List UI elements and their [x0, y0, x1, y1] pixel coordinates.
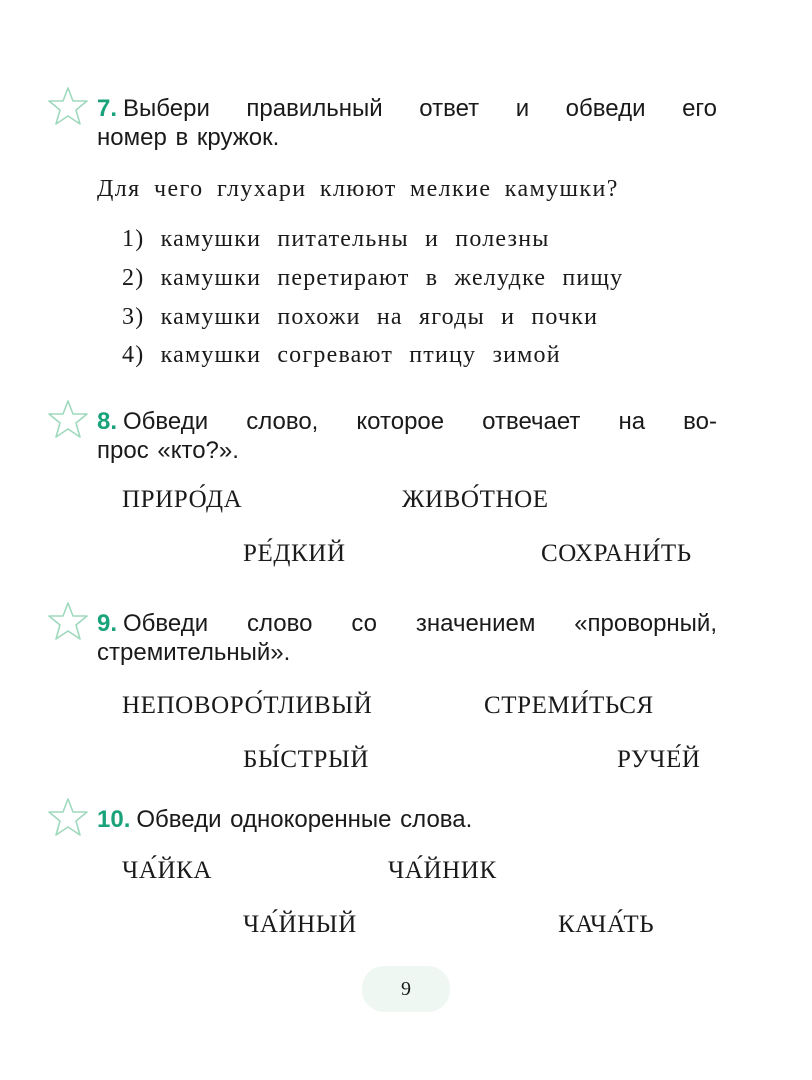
task-7: [97, 94, 717, 152]
task-number: 9.: [97, 610, 118, 637]
word-option[interactable]: НЕПОВОРО́ТЛИВЫЙ: [122, 692, 373, 719]
task-10-line-1: 10. Обведи однокоренные слова.: [97, 806, 473, 833]
task-7-option-2: 2) камушки перетирают в желудке пищу: [122, 265, 624, 291]
task-7-option-3: 3) камушки похожи на ягоды и почки: [122, 304, 599, 330]
word-option[interactable]: ПРИРО́ДА: [122, 486, 243, 513]
word-option[interactable]: ЖИВО́ТНОЕ: [402, 486, 549, 513]
task-7-option-4: 4) камушки согревают птицу зимой: [122, 342, 561, 368]
task-7-option-1: 1) камушки питательны и полезны: [122, 226, 550, 252]
task-9-line-2: стремительный».: [97, 639, 291, 666]
task-number: 7.: [97, 95, 118, 122]
task-7-line-1: 7. Выбери правильный ответ и обведи его: [97, 95, 717, 122]
word-option[interactable]: СТРЕМИ́ТЬСЯ: [484, 692, 654, 719]
star-icon: [48, 797, 88, 837]
task-8: [97, 407, 717, 465]
word-option[interactable]: ЧА́ЙКА: [122, 857, 213, 884]
task-8-line-1: 8. Обведи слово, которое отвечает на во-: [97, 408, 717, 435]
word-option[interactable]: КАЧА́ТЬ: [558, 911, 655, 938]
task-9: [97, 609, 717, 667]
task-9-line-1: 9. Обведи слово со значением «проворный,: [97, 610, 717, 637]
word-option[interactable]: РЕ́ДКИЙ: [243, 540, 346, 567]
star-icon: [48, 86, 88, 126]
task-10: [97, 805, 717, 834]
word-option[interactable]: ЧА́ЙНЫЙ: [243, 911, 357, 938]
star-icon: [48, 601, 88, 641]
word-option[interactable]: БЫ́СТРЫЙ: [243, 746, 370, 773]
task-7-question: Для чего глухари клюют мелкие камушки?: [97, 176, 619, 202]
word-option[interactable]: РУЧЕ́Й: [617, 746, 701, 773]
word-option[interactable]: ЧА́ЙНИК: [388, 857, 497, 884]
task-number: 10.: [97, 806, 131, 833]
task-7-line-2: номер в кружок.: [97, 124, 280, 151]
task-8-line-2: прос «кто?».: [97, 437, 239, 464]
star-icon: [48, 399, 88, 439]
task-number: 8.: [97, 408, 118, 435]
page-number: 9: [362, 966, 450, 1012]
word-option[interactable]: СОХРАНИ́ТЬ: [541, 540, 692, 567]
